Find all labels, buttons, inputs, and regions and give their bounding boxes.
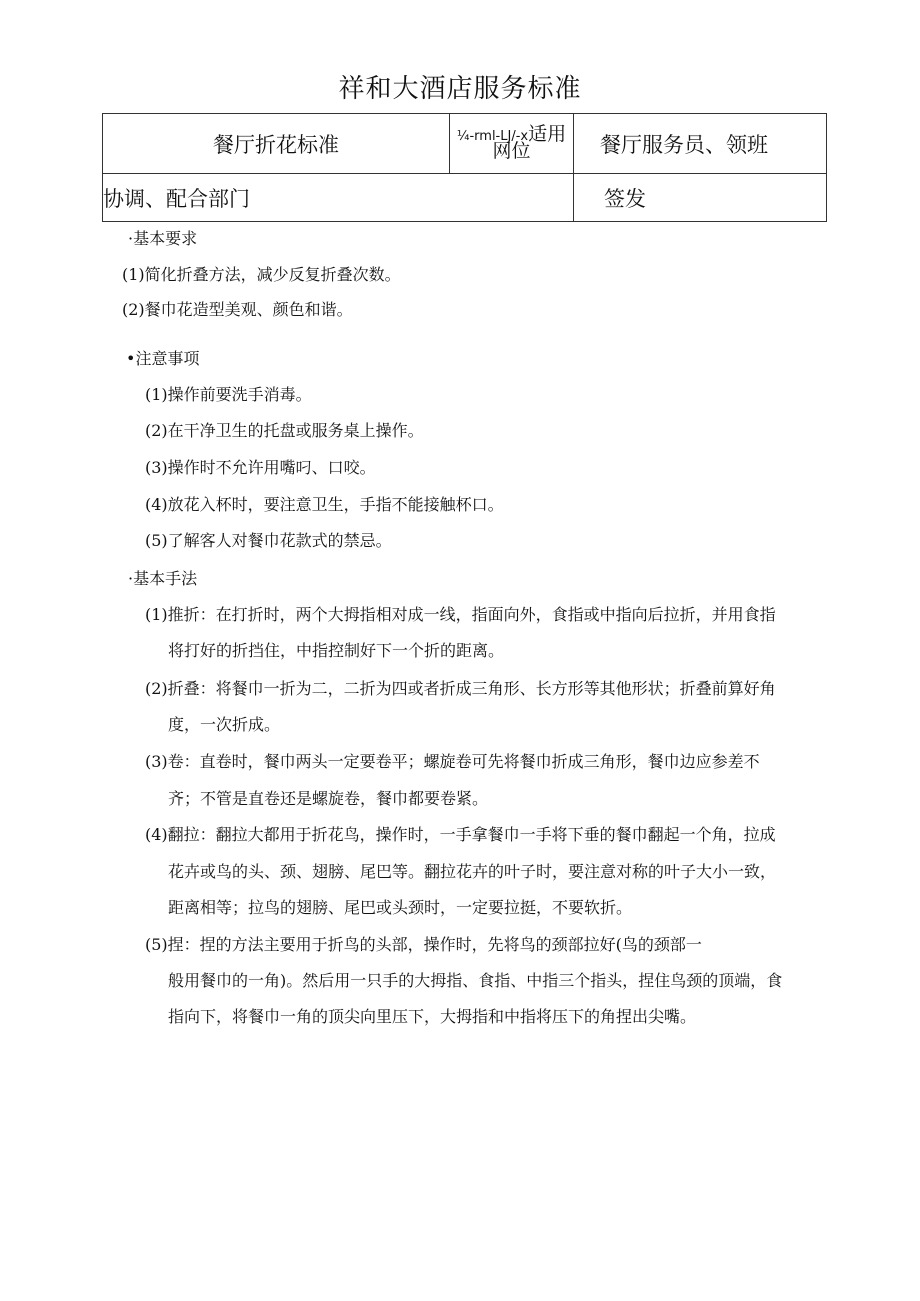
list-item: (4)放花入杯时，要注意卫生，手指不能接触杯口。 xyxy=(145,495,504,514)
applies-label: 适用网位 xyxy=(492,122,567,162)
list-item: (5)了解客人对餐巾花款式的禁忌。 xyxy=(145,531,392,550)
list-item: (1)操作前要洗手消毒。 xyxy=(145,385,312,404)
paragraph-line: 指向下，将餐巾一角的顶尖向里压下，大拇指和中指将压下的角捏出尖嘴。 xyxy=(168,1007,697,1026)
paragraph-line: (3)卷：直卷时，餐巾两头一定要卷平；螺旋卷可先将餐巾折成三角形，餐巾边应参差不 xyxy=(145,752,760,771)
paragraph-line: (4)翻拉：翻拉大都用于折花鸟，操作时，一手拿餐巾一手将下垂的餐巾翻起一个角，拉成 xyxy=(145,825,776,844)
list-item: (2)餐巾花造型美观、颜色和谐。 xyxy=(122,300,353,319)
paragraph-line: (5)捏：捏的方法主要用于折鸟的头部，操作时，先将鸟的颈部拉好(鸟的颈部一 xyxy=(145,935,702,954)
section-heading-techniques: ·基本手法 xyxy=(128,569,198,588)
paragraph-line: (1)推折：在打折时，两个大拇指相对成一线，指面向外，食指或中指向后拉折，并用食指 xyxy=(145,605,776,624)
section-heading-notes: •注意事项 xyxy=(126,349,200,368)
list-item: (1)简化折叠方法，减少反复折叠次数。 xyxy=(122,265,401,284)
paragraph-line: 般用餐巾的一角)。然后用一只手的大拇指、食指、中指三个指头，捏住鸟颈的顶端，食 xyxy=(168,971,783,990)
applies-to-value: 餐厅服务员、领班 xyxy=(574,114,827,174)
document-title: 祥和大酒店服务标准 xyxy=(338,74,582,104)
paragraph-line: 将打好的折挡住，中指控制好下一个折的距离。 xyxy=(168,641,505,660)
list-item: (3)操作时不允许用嘴叼、口咬。 xyxy=(145,458,376,477)
code-cell xyxy=(450,114,574,174)
paragraph-line: 齐；不管是直卷还是螺旋卷，餐巾都要卷紧。 xyxy=(168,789,489,808)
paragraph-line: 花卉或鸟的头、颈、翅膀、尾巴等。翻拉花卉的叶子时，要注意对称的叶子大小一致， xyxy=(168,862,777,881)
list-item: (2)在干净卫生的托盘或服务桌上操作。 xyxy=(145,421,424,440)
coordination-dept-label: 协调、配合部门 xyxy=(103,174,574,222)
header-table xyxy=(102,113,827,222)
paragraph-line: (2)折叠：将餐巾一折为二，二折为四或者折成三角形、长方形等其他形状；折叠前算好角 xyxy=(145,679,776,698)
sign-label: 签发 xyxy=(574,174,827,222)
paragraph-line: 度，一次折成。 xyxy=(168,715,281,734)
section-heading-basic: ·基本要求 xyxy=(128,229,198,248)
paragraph-line: 距离相等；拉鸟的翅膀、尾巴或头颈时，一定要拉挺，不要软折。 xyxy=(168,898,633,917)
code-text: ¼-rml-LJ/-x xyxy=(456,128,529,144)
standard-name: 餐厅折花标准 xyxy=(103,114,450,174)
